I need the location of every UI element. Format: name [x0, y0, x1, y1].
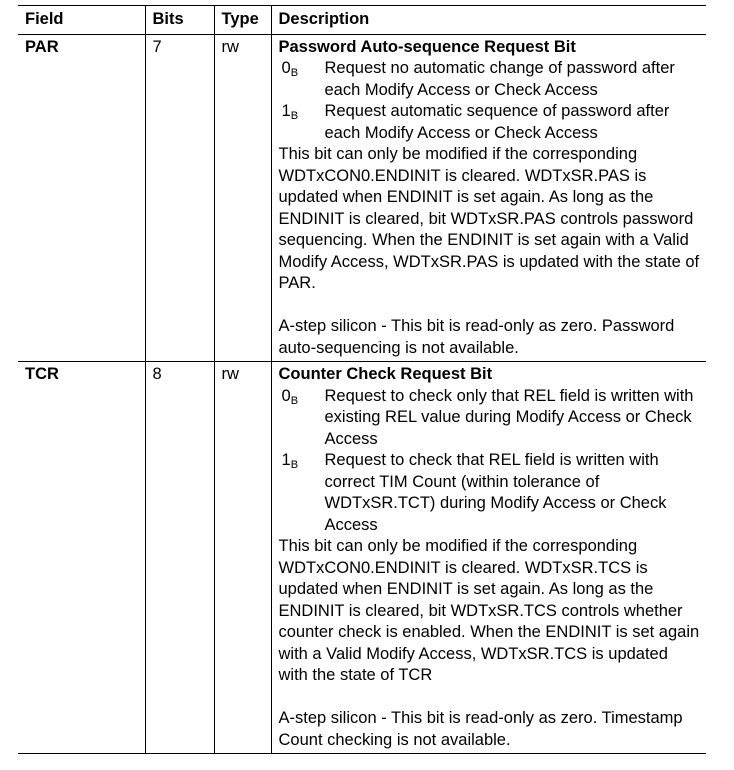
- silicon-note: A-step silicon - This bit is read-only as zero. Password auto-sequencing is not available.: [278, 317, 675, 357]
- table-row: [18, 34, 706, 362]
- value-text: Request to check that REL field is written with correct TIM Count (within tolerance of WDTxSR.TCT) during Modify Access or Check Access: [324, 451, 667, 534]
- bits-cell: 8: [145, 362, 214, 754]
- silicon-note: A-step silicon - This bit is read-only as zero. Timestamp Count checking is not available.: [278, 709, 683, 749]
- value-code: $0_B$: [281, 59, 299, 79]
- value-definition: [279, 450, 702, 536]
- type-cell: rw: [214, 362, 271, 754]
- value-code: $0_B$: [281, 386, 299, 407]
- paragraph-spacer: [279, 295, 702, 317]
- value-definition: [279, 58, 702, 101]
- header-field: Field: [25, 10, 64, 28]
- value-code: $1_B$: [281, 451, 299, 471]
- value-text: Request automatic sequence of password after each Modify Access or Check Access: [324, 102, 670, 142]
- field-cell: PAR: [25, 37, 59, 56]
- value-definition: [279, 386, 702, 451]
- field-cell: TCR: [25, 365, 59, 383]
- value-code: $1_B$: [281, 102, 299, 122]
- description-paragraph: This bit can only be modified if the corresponding WDTxCON0.ENDINIT is cleared. WDTxSR.TCS is updated when ENDINIT is set again. As long as the ENDINIT is cleared, bit WDTxSR.TCS controls whether counter check is enabled. When the ENDINIT is set again with a Valid Modify Access, WDTxSR.TCS is updated with the state of TCR: [278, 537, 700, 684]
- type-cell: rw: [214, 34, 271, 362]
- description-title: Counter Check Request Bit: [278, 365, 493, 383]
- register-field-table: [18, 5, 706, 754]
- paragraph-spacer: [279, 687, 702, 709]
- bits-cell: 7: [145, 34, 214, 362]
- description-paragraph: This bit can only be modified if the corresponding WDTxCON0.ENDINIT is cleared. WDTxSR.PAS is updated when ENDINIT is set again. As long as the ENDINIT is cleared, bit WDTxSR.PAS controls password sequencing. When the ENDINIT is set again with a Valid Modify Access, WDTxSR.PAS is updated with the state of PAR.: [278, 145, 700, 292]
- table-row: [18, 362, 706, 754]
- description-cell: [271, 362, 706, 754]
- value-text: Request no automatic change of password after each Modify Access or Check Access: [324, 59, 675, 99]
- description-title: Password Auto-sequence Request Bit: [278, 37, 576, 56]
- header-bits: Bits: [145, 6, 214, 35]
- value-definition: [279, 101, 702, 144]
- table-header-row: [18, 6, 706, 35]
- header-description: Description: [271, 6, 706, 35]
- description-cell: [271, 34, 706, 362]
- header-type: Type: [214, 6, 271, 35]
- value-text: Request to check only that REL field is written with existing REL value during Modify Access or Check Access: [324, 386, 694, 448]
